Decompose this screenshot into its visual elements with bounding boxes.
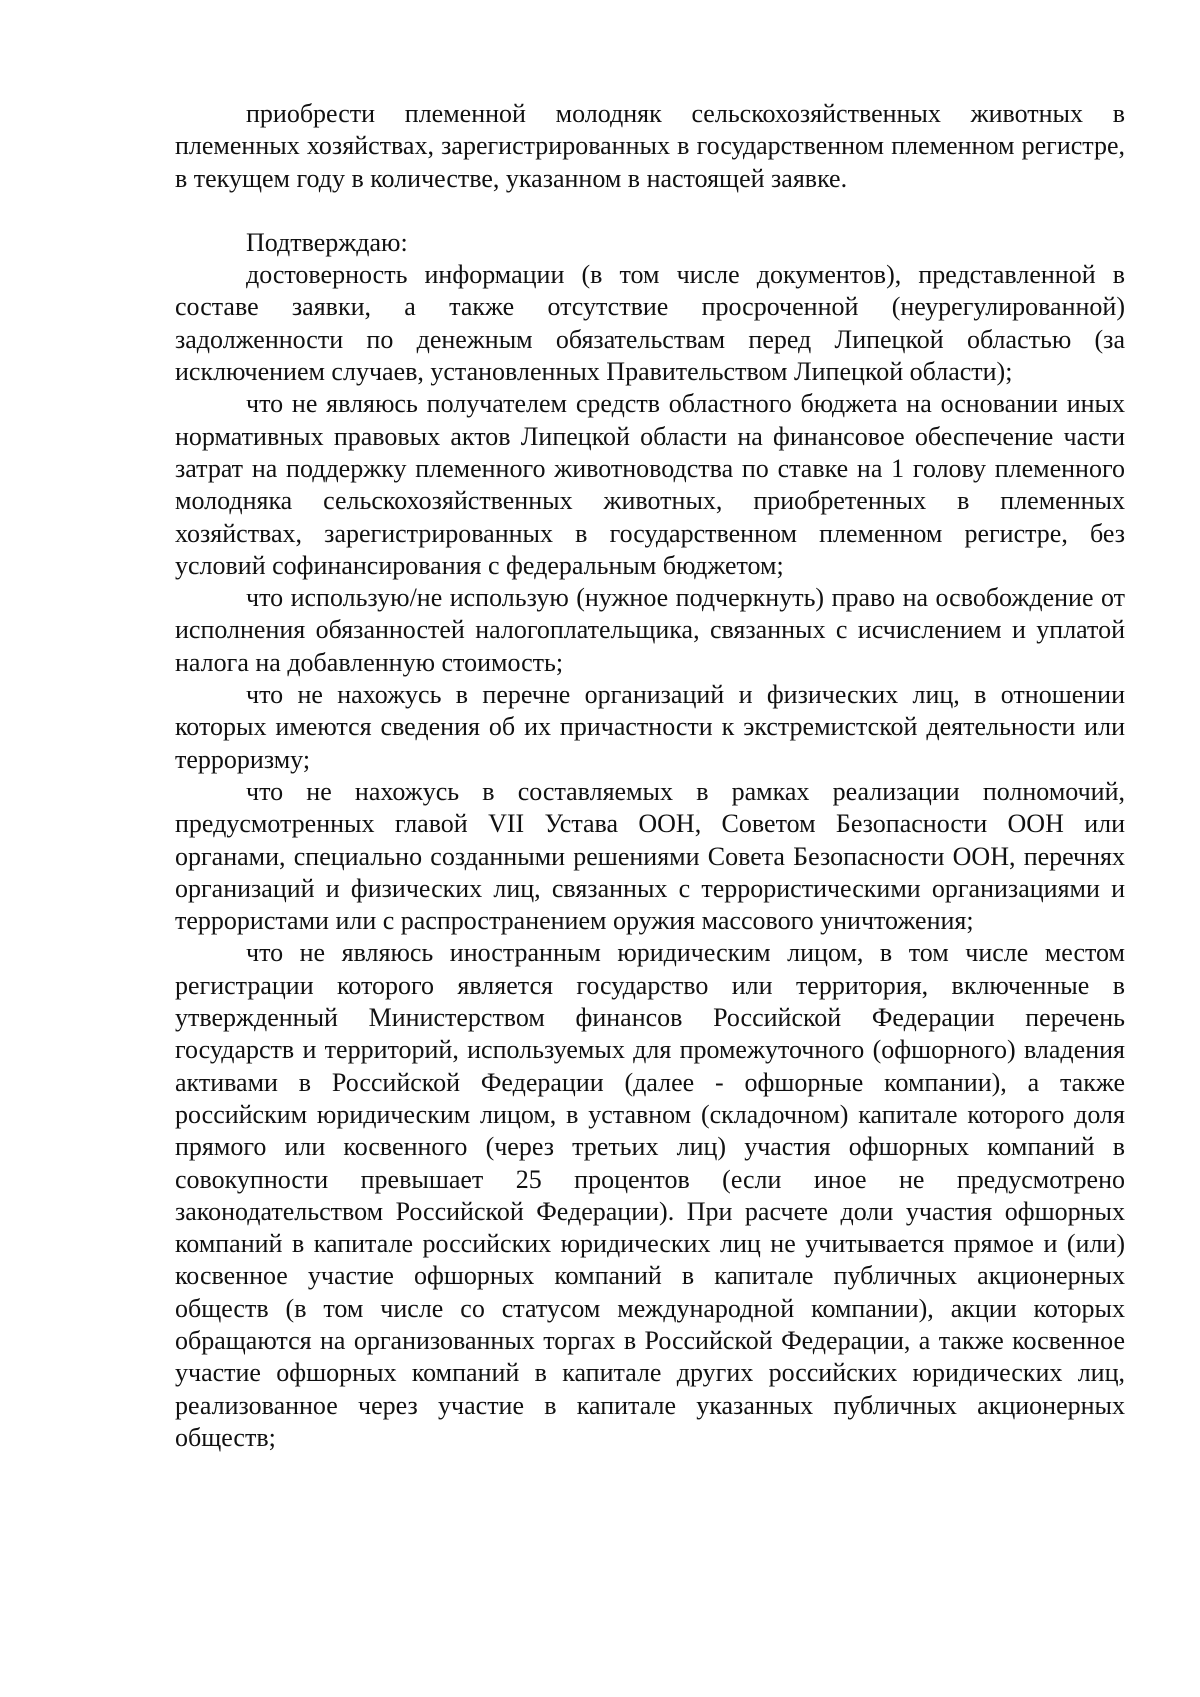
- paragraph-purchase-commitment: приобрести племенной молодняк сельскохозяйственных животных в племенных хозяйствах, зарегистрированных в государственном племенном регистре, в текущем году в количестве, указанном в настоящей заявке.: [175, 99, 1125, 193]
- paragraph-offshore: что не являюсь иностранным юридическим лицом, в том числе местом регистрации которого является государство или территория, включенные в утвержденный Министерством финансов Российской Федерации перечень государств и территорий, используемых для промежуточного (офшорного) владения активами в Российской Федерации (далее - офшорные компании), а также российским юридическим лицом, в уставном (складочном) капитале которого доля прямого или косвенного (через третьих лиц) участия офшорных компаний в совокупности превышает 25 процентов (если иное не предусмотрено законодательством Российской Федерации). При расчете доли участия офшорных компаний в капитале российских юридических лиц не учитывается прямое и (или) косвенное участие офшорных компаний в капитале публичных акционерных обществ (в том числе со статусом международной компании), акции которых обращаются на организованных торгах в Российской Федерации, а также косвенное участие офшорных компаний в капитале других российских юридических лиц, реализованное через участие в капитале указанных публичных акционерных обществ;: [175, 938, 1125, 1452]
- paragraph-extremism-list: что не нахожусь в перечне организаций и физических лиц, в отношении которых имеются сведения об их причастности к экстремистской деятельности или терроризму;: [175, 680, 1125, 774]
- paragraph-vat-exemption: что использую/не использую (нужное подчеркнуть) право на освобождение от исполнения обязанностей налогоплательщика, связанных с исчислением и уплатой налога на добавленную стоимость;: [175, 583, 1125, 677]
- paragraph-not-recipient: что не являюсь получателем средств областного бюджета на основании иных нормативных правовых актов Липецкой области на финансовое обеспечение части затрат на поддержку племенного животноводства по ставке на 1 голову племенного молодняка сельскохозяйственных животных, приобретенных в племенных хозяйствах, зарегистрированных в государственном племенном регистре, без условий софинансирования с федеральным бюджетом;: [175, 389, 1125, 580]
- paragraph-reliability: достоверность информации (в том числе документов), представленной в составе заявки, а также отсутствие просроченной (неурегулированной) задолженности по денежным обязательствам перед Липецкой областью (за исключением случаев, установленных Правительством Липецкой области);: [175, 260, 1125, 387]
- paragraph-confirm-heading: Подтверждаю:: [246, 227, 408, 257]
- paragraph-un-lists: что не нахожусь в составляемых в рамках реализации полномочий, предусмотренных главой VII Устава ООН, Советом Безопасности ООН или органами, специально созданными решениями Совета Безопасности ООН, перечнях организаций и физических лиц, связанных с террористическими организациями и террористами или с распространением оружия массового уничтожения;: [175, 776, 1125, 936]
- document-page: [175, 98, 1125, 1454]
